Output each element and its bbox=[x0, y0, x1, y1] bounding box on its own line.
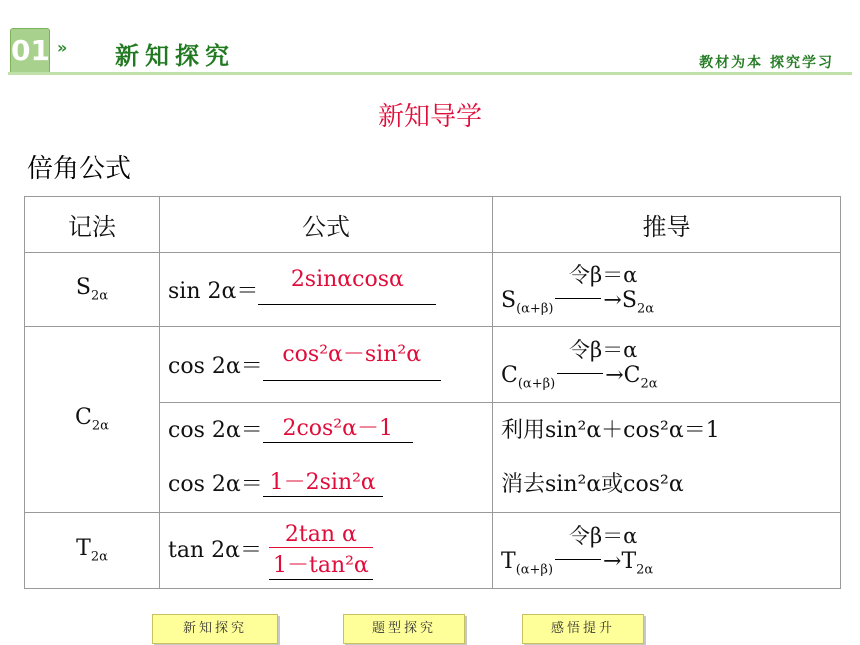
page-subtitle: 新知导学 bbox=[377, 102, 482, 132]
derivation-arrow: 令β＝α $C_{(\alpha+\beta)} \to C_{2\alpha}$ bbox=[501, 337, 658, 392]
answer-blank: cos²α－sin²α bbox=[263, 349, 441, 381]
arrow-icon bbox=[555, 559, 601, 560]
derivation-cell bbox=[493, 513, 841, 589]
notation-cell: $S_{2\alpha}$ bbox=[25, 253, 160, 327]
header-divider bbox=[8, 72, 852, 75]
nav-button-summary[interactable]: 感悟提升 bbox=[522, 614, 644, 644]
formula-cell: tan 2α＝ $\frac{\text{2tan α}}{\text{1－tan²α}}$ bbox=[160, 513, 493, 589]
table-row-tan bbox=[25, 513, 841, 589]
chevron-right-icon: » bbox=[57, 38, 68, 57]
answer-blank: 2cos²α－1 bbox=[263, 420, 413, 443]
table-header-row bbox=[25, 197, 841, 253]
formula-cell: cos 2α＝ 2cos²α－1 cos 2α＝ 1－2sin²α bbox=[160, 403, 493, 513]
notation-cell: $C_{2\alpha}$ bbox=[25, 327, 160, 513]
derivation-arrow: 令β＝α $S_{(\alpha+\beta)} \to S_{2\alpha}$ bbox=[501, 262, 654, 317]
formula-cell: cos 2α＝ cos²α－sin²α bbox=[160, 327, 493, 403]
notation-cell: $T_{2\alpha}$ bbox=[25, 513, 160, 589]
nav-button-new-knowledge[interactable]: 新知探究 bbox=[152, 614, 278, 644]
derivation-cell bbox=[493, 327, 841, 403]
formula-table bbox=[24, 196, 841, 589]
formula-cell: sin 2α＝ 2sinαcosα bbox=[160, 253, 493, 327]
table-row-cos-1 bbox=[25, 327, 841, 403]
derivation-arrow: 令β＝α $T_{(\alpha+\beta)} \to T_{2\alpha}$ bbox=[501, 523, 654, 578]
header-notation: 记法 bbox=[25, 197, 160, 253]
answer-blank: 2sinαcosα bbox=[258, 279, 436, 305]
table-row-sin bbox=[25, 253, 841, 327]
arrow-icon bbox=[557, 373, 603, 374]
section-number-badge: 01 bbox=[10, 28, 50, 74]
arrow-icon bbox=[555, 298, 601, 299]
section-title: 新知探究 bbox=[115, 42, 235, 70]
derivation-cell: 利用sin²α＋cos²α＝1 消去sin²α或cos²α bbox=[493, 403, 841, 513]
derivation-cell bbox=[493, 253, 841, 327]
fraction: $\frac{\text{2tan α}}{\text{1－tan²α}}$ bbox=[269, 522, 373, 580]
header-derivation: 推导 bbox=[493, 197, 841, 253]
header-slogan: 教材为本 探究学习 bbox=[699, 55, 834, 71]
topic-heading: 倍角公式 bbox=[27, 154, 132, 184]
nav-button-problem-types[interactable]: 题型探究 bbox=[343, 614, 465, 644]
answer-blank: 1－2sin²α bbox=[263, 474, 383, 497]
header-formula: 公式 bbox=[160, 197, 493, 253]
